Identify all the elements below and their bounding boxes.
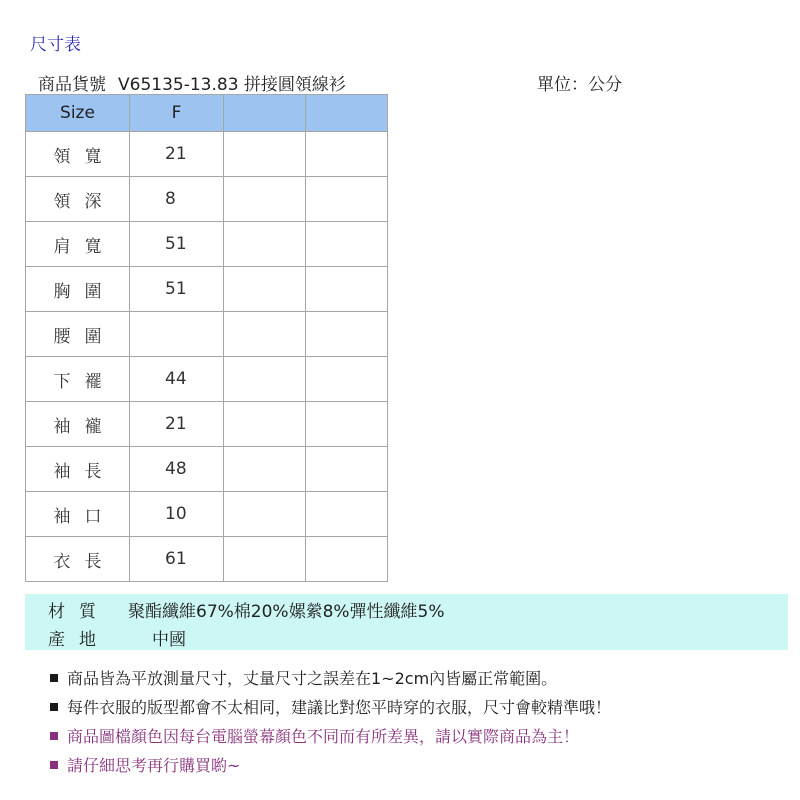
table-header-row — [26, 95, 388, 132]
bullet-square-icon — [50, 674, 58, 682]
empty-cell — [306, 177, 388, 222]
row-label: 胸圍 — [26, 267, 130, 312]
table-row — [26, 267, 388, 312]
empty-cell — [224, 132, 306, 177]
unit-label: 單位：公分 — [537, 75, 622, 95]
row-value — [130, 312, 224, 357]
row-label: 領深 — [26, 177, 130, 222]
empty-cell — [306, 312, 388, 357]
notes-list — [50, 663, 611, 779]
table-row — [26, 357, 388, 402]
row-value: 51 — [130, 267, 224, 312]
note-item — [50, 721, 611, 750]
table-row — [26, 222, 388, 267]
empty-cell — [224, 222, 306, 267]
note-text: 請仔細思考再行購買喲~ — [67, 756, 241, 775]
bullet-square-icon — [50, 703, 58, 711]
product-label: 商品貨號 — [38, 75, 106, 95]
material-value: 聚酯纖維67%棉20%嫘縈8%彈性纖維5% — [128, 602, 445, 622]
empty-cell — [224, 357, 306, 402]
row-value: 48 — [130, 447, 224, 492]
empty-cell — [306, 447, 388, 492]
row-label: 下襬 — [26, 357, 130, 402]
empty-cell — [306, 492, 388, 537]
origin-row — [48, 625, 186, 650]
empty-cell — [306, 402, 388, 447]
row-label: 肩寬 — [26, 222, 130, 267]
origin-value: 中國 — [152, 630, 186, 650]
table-row — [26, 312, 388, 357]
row-value: 51 — [130, 222, 224, 267]
material-row — [48, 597, 445, 622]
page-title: 尺寸表 — [30, 35, 81, 55]
table-row — [26, 177, 388, 222]
note-item — [50, 750, 611, 779]
row-value: 44 — [130, 357, 224, 402]
note-text: 商品皆為平放測量尺寸，丈量尺寸之誤差在1~2cm內皆屬正常範圍。 — [67, 669, 558, 688]
product-code: V65135-13.83 拼接圓領線衫 — [118, 75, 346, 95]
row-value: 61 — [130, 537, 224, 582]
row-value: 21 — [130, 402, 224, 447]
empty-cell — [224, 537, 306, 582]
table-row — [26, 447, 388, 492]
empty-cell — [224, 312, 306, 357]
row-label: 袖襱 — [26, 402, 130, 447]
material-panel — [25, 594, 788, 650]
bullet-square-icon — [50, 732, 58, 740]
row-label: 袖長 — [26, 447, 130, 492]
table-row — [26, 537, 388, 582]
empty-cell — [224, 177, 306, 222]
note-text: 商品圖檔顏色因每台電腦螢幕顏色不同而有所差異，請以實際商品為主！ — [67, 727, 580, 746]
empty-cell — [306, 132, 388, 177]
empty-cell — [306, 222, 388, 267]
table-row — [26, 492, 388, 537]
table-row — [26, 132, 388, 177]
row-value: 10 — [130, 492, 224, 537]
material-label: 材質 — [48, 602, 110, 622]
empty-cell — [306, 537, 388, 582]
empty-cell — [224, 267, 306, 312]
row-value: 8 — [130, 177, 224, 222]
row-label: 衣長 — [26, 537, 130, 582]
empty-cell — [306, 357, 388, 402]
bullet-square-icon — [50, 761, 58, 769]
origin-label: 產地 — [48, 630, 110, 650]
product-info — [38, 70, 346, 95]
empty-cell — [224, 492, 306, 537]
row-value: 21 — [130, 132, 224, 177]
header-size: Size — [26, 95, 130, 132]
row-label: 袖口 — [26, 492, 130, 537]
header-f: F — [130, 95, 224, 132]
header-empty-1 — [224, 95, 306, 132]
note-text: 每件衣服的版型都會不太相同，建議比對您平時穿的衣服，尺寸會較精準哦！ — [67, 698, 612, 717]
row-label: 領寬 — [26, 132, 130, 177]
empty-cell — [224, 402, 306, 447]
note-item — [50, 692, 611, 721]
table-row — [26, 402, 388, 447]
empty-cell — [306, 267, 388, 312]
empty-cell — [224, 447, 306, 492]
size-table — [25, 94, 388, 582]
header-empty-2 — [306, 95, 388, 132]
row-label: 腰圍 — [26, 312, 130, 357]
note-item — [50, 663, 611, 692]
